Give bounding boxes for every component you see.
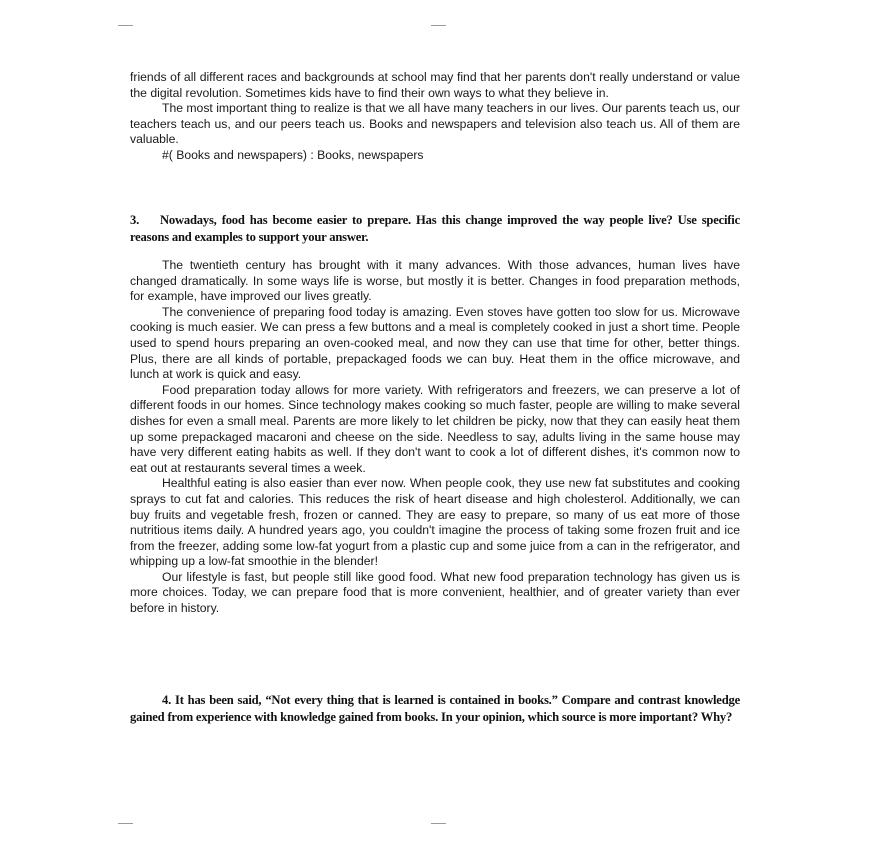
crop-mark	[118, 823, 133, 824]
crop-mark	[431, 25, 446, 26]
question-4	[130, 692, 740, 726]
paragraph: The convenience of preparing food today is amazing. Even stoves have gotten too slow for us. Microwave cooking is much easier. We can press a few buttons and a meal is completely cooked in just a short time. People used to spend hours preparing an oven-cooked meal, and now they can use that time for other, better things. Plus, there are all kinds of portable, prepackaged foods we can buy. Heat them in the office microwave, and lunch at work is quick and easy.	[130, 304, 740, 382]
paragraph: The twentieth century has brought with it many advances. With those advances, human lives have changed dramatically. In some ways life is worse, but mostly it is better. Changes in food preparation methods, for example, have improved our lives greatly.	[130, 258, 740, 304]
paragraph: friends of all different races and backgrounds at school may find that her parents don't really understand or value the digital revolution. Sometimes kids have to find their own ways to what they believe in.	[130, 70, 740, 100]
question-number: 3.	[130, 213, 140, 227]
paragraph: Healthful eating is also easier than ever now. When people cook, they use new fat substitutes and cooking sprays to cut fat and calories. This reduces the risk of heart disease and high cholesterol. Additionally, we can buy fruits and vegetable fresh, frozen or canned. They are easy to prepare, so many of us eat more of those nutritious items daily. A hundred years ago, you couldn't imagine the process of taking some frozen fruit and ice from the freezer, adding some low-fat yogurt from a plastic cup and some juice from a can in the refrigerator, and whipping up a low-fat smoothie in the blender!	[130, 476, 740, 569]
crop-mark	[118, 25, 133, 26]
paragraph: Our lifestyle is fast, but people still like good food. What new food preparation technology has given us is more choices. Today, we can prepare food that is more convenient, healthier, and of greater variety than ever before in history.	[130, 569, 740, 616]
paragraph: The most important thing to realize is that we all have many teachers in our lives. Our parents teach us, our teachers teach us, and our peers teach us. Books and newspapers and television also teach us. All of them are valuable.	[130, 101, 740, 147]
question-3	[130, 212, 740, 246]
previous-answer-continuation	[130, 70, 740, 164]
question-prompt: Nowadays, food has become easier to prepare. Has this change improved the way people live? Use specific reasons and examples to support your answer.	[130, 213, 740, 244]
paragraph: Food preparation today allows for more variety. With refrigerators and freezers, we can preserve a lot of different foods in our homes. Since technology makes cooking so much faster, people are willing to make several dishes for even a small meal. Parents are more likely to let children be picky, now that they can easily heat them up some prepackaged macaroni and cheese on the side. Needless to say, adults living in the same house may have very different eating habits as well. If they don't want to cook a lot of different dishes, it's common now to eat out at restaurants several times a week.	[130, 382, 740, 475]
answer-3	[130, 258, 740, 617]
keyword-note: #( Books and newspapers) : Books, newspapers	[162, 147, 424, 162]
question-prompt: 4. It has been said, “Not every thing that is learned is contained in books.” Compare and contrast knowledge gained from experience with knowledge gained from books. In your opinion, which source is more important? Why?	[130, 693, 740, 724]
crop-mark	[431, 823, 446, 824]
